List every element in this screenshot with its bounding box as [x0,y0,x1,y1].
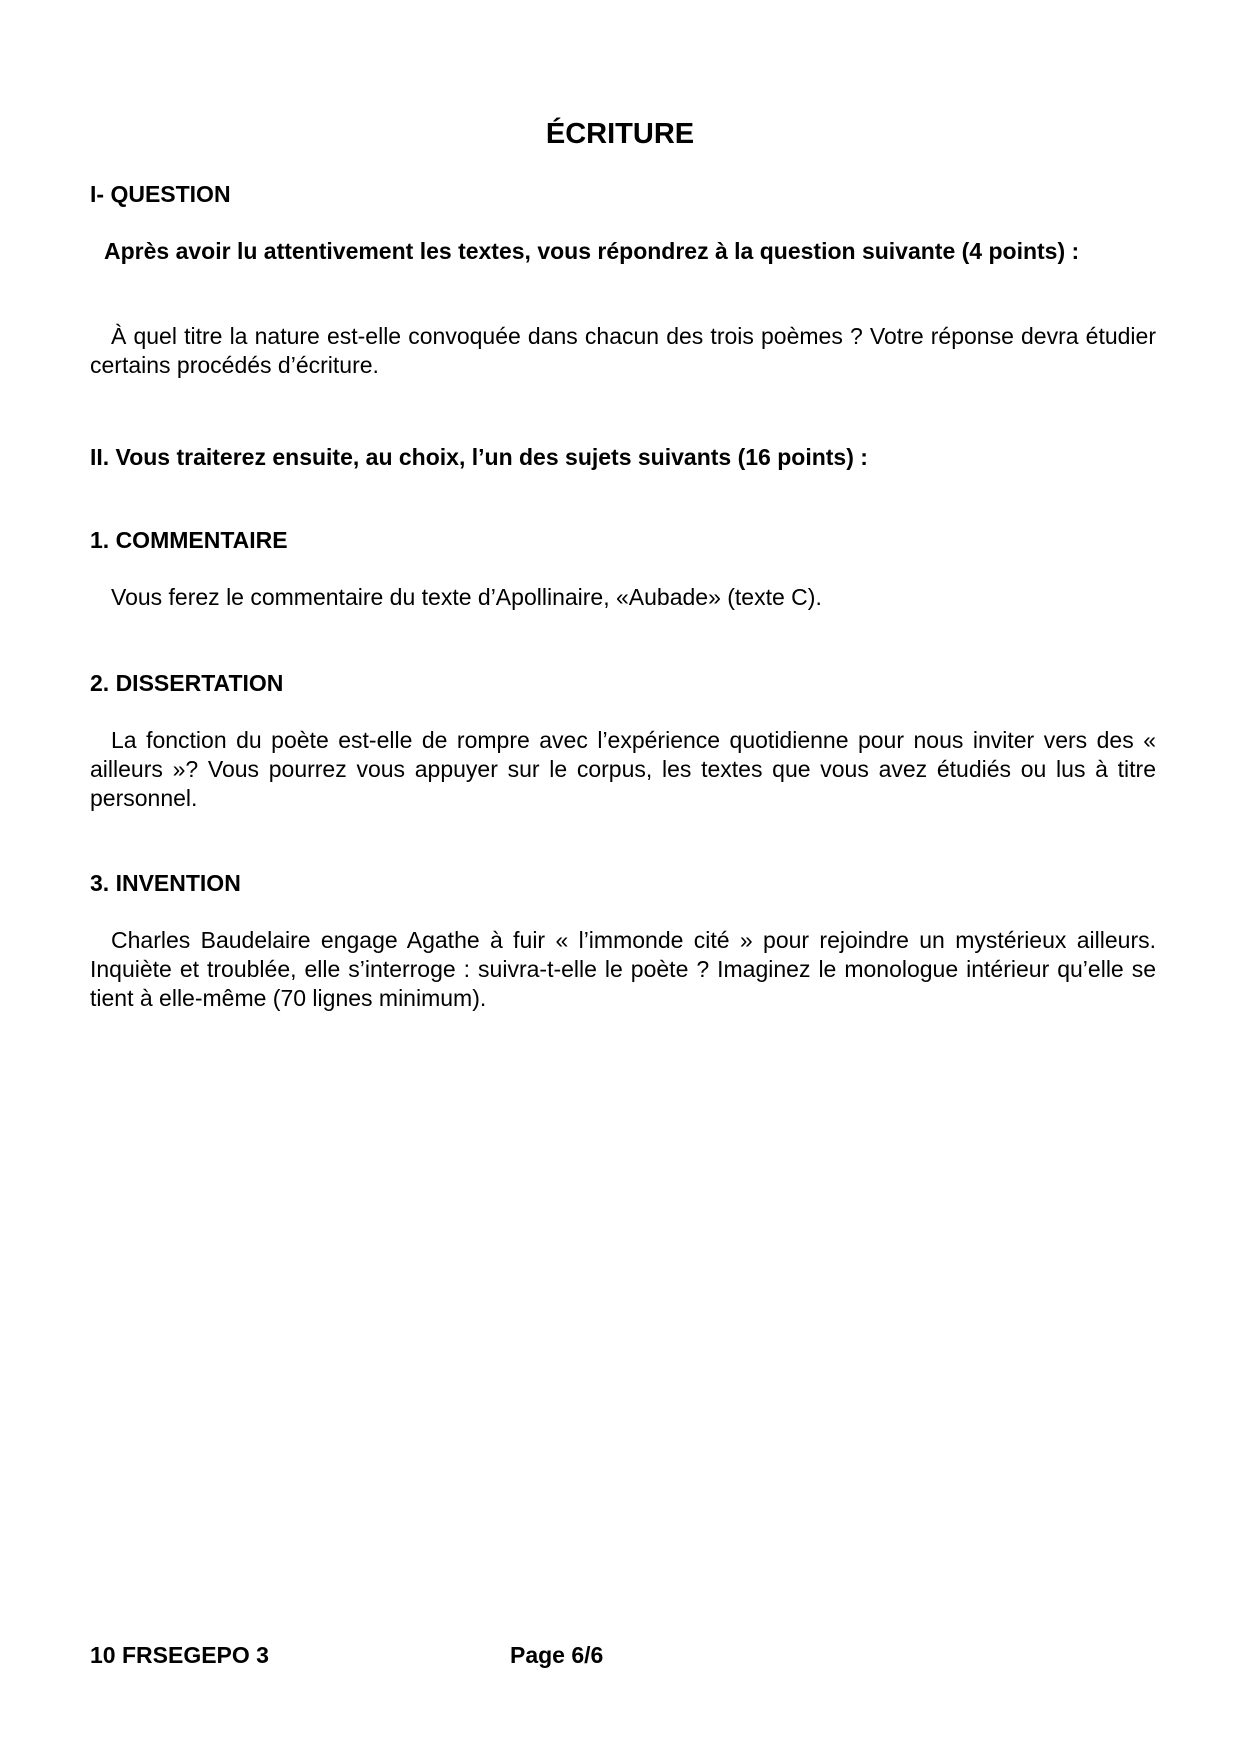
footer-code: 10 FRSEGEPO 3 [90,1642,269,1668]
footer-page-number: Page 6/6 [510,1642,604,1668]
commentaire-heading: 1. COMMENTAIRE [90,527,288,553]
section-question-heading: I- QUESTION [90,181,231,207]
commentaire-text: Vous ferez le commentaire du texte d’Apollinaire, «Aubade» (texte C). [111,584,822,610]
dissertation-heading: 2. DISSERTATION [90,670,284,696]
section-subjects-heading: II. Vous traiterez ensuite, au choix, l’un des sujets suivants (16 points) : [90,444,868,470]
page-title: ÉCRITURE [545,118,695,150]
invention-heading: 3. INVENTION [90,870,241,896]
invention-text: Charles Baudelaire engage Agathe à fuir « l’immonde cité » pour rejoindre un mystérieux ailleurs. Inquiète et troublée, elle s’interroge : suivra-t-elle le poète ? Imaginez le monologue intérieur qu’elle se tient à elle-même (70 lignes minimum). [90,927,1156,1011]
question-text: À quel titre la nature est-elle convoquée dans chacun des trois poèmes ? Votre réponse devra étudier certains procédés d’écriture. [90,323,1156,378]
dissertation-text: La fonction du poète est-elle de rompre avec l’expérience quotidienne pour nous inviter vers des « ailleurs »? Vous pourrez vous appuyer sur le corpus, les textes que vous avez étudiés ou lus à titre personnel. [90,727,1156,811]
question-instruction: Après avoir lu attentivement les textes, vous répondrez à la question suivante (4 points) : [104,238,1080,264]
